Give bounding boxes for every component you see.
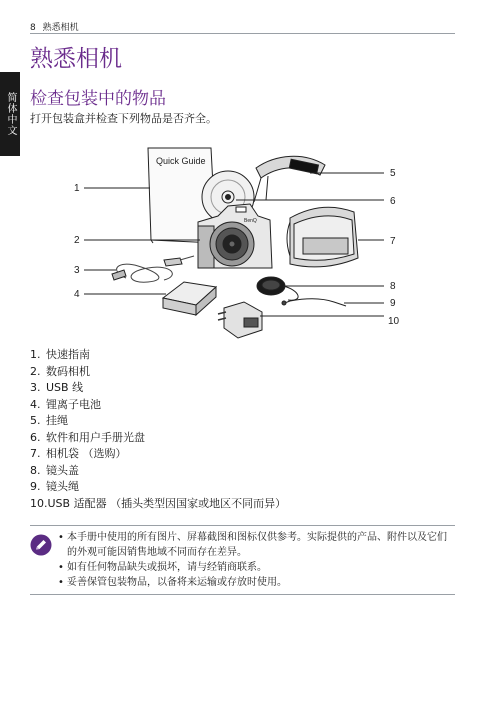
list-item: 9. 镜头绳: [30, 480, 79, 493]
note-item: • 妥善保管包装物品，以备将来运输或存放时使用。: [58, 575, 456, 590]
note-item: • 本手册中使用的所有图片、屏幕截图和图标仅供参考。实际提供的产品、附件以及它们的外观可能因销售地域不同而存在差异。: [58, 530, 456, 560]
package-items-list: [30, 347, 286, 512]
lens-cap: [257, 277, 298, 300]
neck-strap: [254, 156, 325, 202]
notes-list: [58, 530, 456, 590]
callout-4: 4: [74, 289, 80, 300]
language-tab: 简体中文: [0, 72, 20, 156]
pencil-note-icon: [30, 534, 52, 556]
page-number: 8: [30, 23, 36, 33]
list-item: 7. 相机袋 （选购）: [30, 447, 127, 460]
list-item: 4. 锂离子电池: [30, 397, 101, 411]
note-bottom-rule: [30, 594, 455, 595]
quick-guide-label: Quick Guide: [156, 156, 206, 166]
list-item: 10.USB 适配器 （插头类型因国家或地区不同而异）: [30, 496, 287, 510]
package-contents-figure: [68, 140, 408, 340]
usb-cable: [112, 256, 194, 282]
callout-8: 8: [390, 281, 396, 292]
camera-brand-text: BenQ: [244, 218, 257, 224]
header-section-title: 熟悉相机: [42, 23, 79, 33]
list-item: 5. 挂绳: [30, 414, 68, 427]
callout-2: 2: [74, 235, 80, 246]
header-divider: [30, 33, 455, 34]
intro-text: 打开包装盒并检查下列物品是否齐全。: [30, 112, 217, 125]
callout-1: 1: [74, 183, 80, 194]
callout-9: 9: [390, 298, 396, 309]
callout-3: 3: [74, 265, 80, 276]
camera-bag: [287, 207, 358, 267]
callout-7: 7: [390, 236, 396, 247]
list-item: 6. 软件和用户手册光盘: [30, 430, 145, 444]
list-item: 3. USB 线: [30, 381, 84, 394]
page-header: [30, 20, 455, 33]
list-item: 2. 数码相机: [30, 364, 90, 378]
list-item: 1. 快速指南: [30, 348, 90, 361]
note-item: • 如有任何物品缺失或损坏，请与经销商联系。: [58, 560, 456, 575]
callout-5: 5: [390, 168, 396, 179]
callout-6: 6: [390, 196, 396, 207]
usb-adapter: [218, 302, 262, 338]
lithium-battery: [163, 282, 216, 315]
page-title: 熟悉相机: [30, 46, 122, 72]
section-heading: 检查包装中的物品: [30, 89, 166, 109]
list-item: 8. 镜头盖: [30, 463, 79, 477]
callout-10: 10: [388, 316, 400, 327]
note-top-rule: [30, 525, 455, 526]
